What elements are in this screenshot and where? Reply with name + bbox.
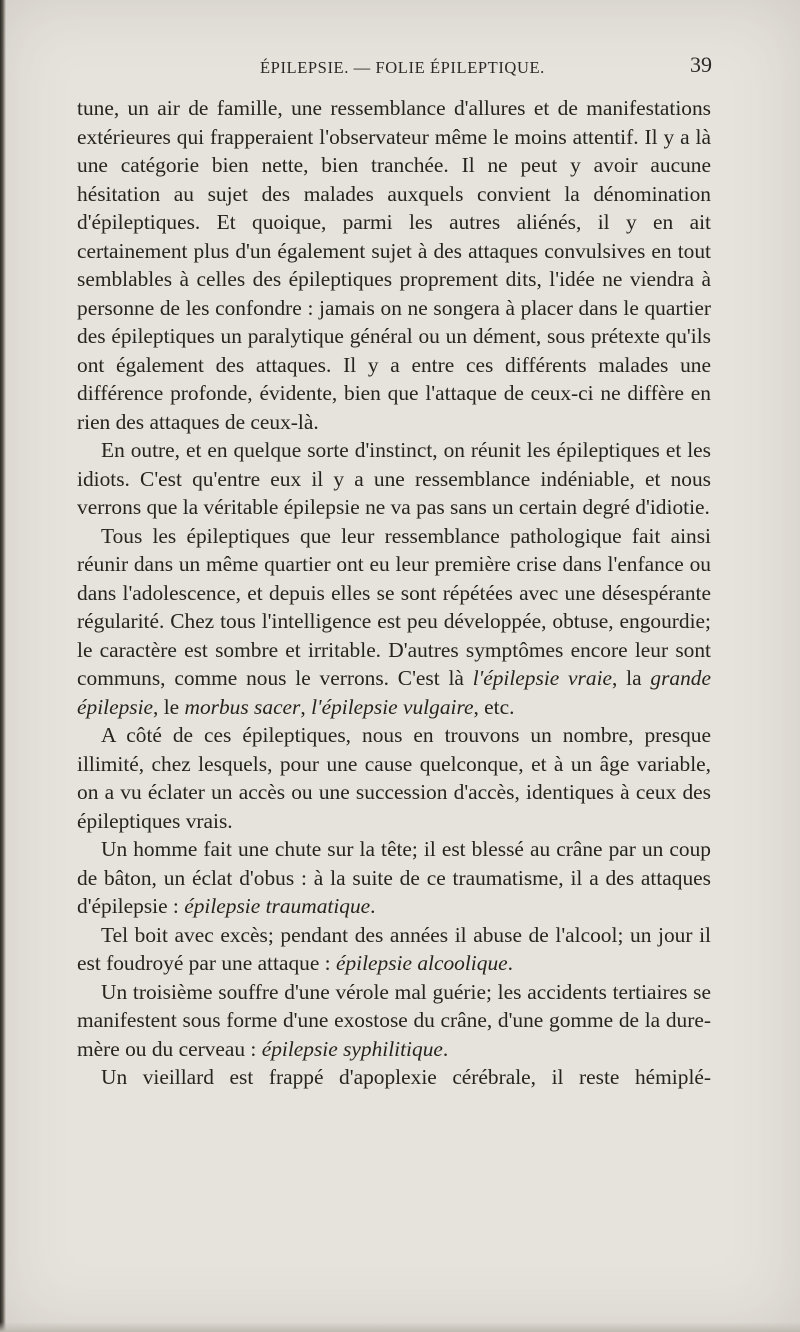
body-text — [77, 94, 711, 1092]
text-run: , etc. — [473, 694, 515, 719]
paragraph — [77, 436, 711, 522]
text-run: Tel boit avec excès; pendant des années il abuse de l'alcool; un jour il est foudroyé par une attaque : — [77, 922, 711, 975]
running-head — [0, 52, 800, 82]
paragraph — [77, 94, 711, 436]
text-run: Tous les épileptiques que leur ressemblance pathologique fait ainsi réunir dans un même quartier ont eu leur première crise dans l'enfance ou dans l'adolescence, et depuis elles se sont répétées avec une désespérante régularité. Chez tous l'intelligence est peu développée, obtuse, engourdie; le caractère est sombre et irritable. D'autres symptômes encore leur sont communs, comme nous le verrons. C'est là — [77, 523, 711, 690]
running-head-title: ÉPILEPSIE. — FOLIE ÉPILEPTIQUE. — [260, 58, 545, 77]
text-run: tune, un air de famille, une ressemblance d'allures et de manifestations extérieures qui frapperaient l'observateur même le moins attentif. Il y a là une catégorie bien nette, bien tranchée. Il ne peut y avoir aucune hésitation au sujet des malades auxquels convient la dénomination d'épileptiques. Et quoique, parmi les autres aliénés, il y en ait certainement plus d'un également sujet à des attaques convulsives en tout semblables à celles des épileptiques proprement dits, l'idée ne viendra à personne de les confondre : jamais on ne songera à placer dans le quartier des épileptiques un paralytique général ou un dément, sous prétexte qu'ils ont également des attaques. Il y a entre ces différents malades une différence profonde, évidente, bien que l'attaque de ceux-ci ne diffère en rien des attaques de ceux-là. — [77, 96, 711, 434]
text-run: A côté de ces épileptiques, nous en trouvons un nombre, presque illimité, chez lesquels, pour une cause quelconque, et à un âge variable, on a vu éclater un accès ou une succession d'accès, identiques à ceux des épileptiques vrais. — [77, 723, 711, 833]
italic-term: épilepsie syphilitique — [261, 1036, 443, 1061]
text-run: En outre, et en quelque sorte d'instinct, on réunit les épileptiques et les idiots. C'est qu'entre eux il y a une ressemblance indéniable, et nous verrons que la véritable épilepsie ne va pas sans un certain degré d'idiotie. — [77, 438, 711, 519]
italic-term: l'épilepsie vraie — [472, 666, 613, 690]
text-run: . — [442, 1036, 449, 1061]
page-binding-edge — [0, 0, 6, 1332]
text-run: Un vieillard est frappé d'apoplexie cérébrale, il reste hémiplé- — [101, 1065, 711, 1089]
paragraph — [77, 522, 711, 722]
text-run: Un troisième souffre d'une vérole mal guérie; les accidents tertiaires se manifestent sous forme d'une exostose du crâne, d'une gomme de la dure-mère ou du cerveau : — [77, 979, 711, 1061]
paragraph — [77, 721, 711, 835]
paragraph — [77, 1063, 711, 1092]
italic-term: grande épilepsie — [77, 666, 711, 719]
text-run: , le — [153, 694, 185, 719]
text-run: . — [370, 894, 376, 918]
italic-term: épilepsie traumatique — [184, 894, 371, 918]
page-number: 39 — [690, 52, 712, 77]
paragraph — [77, 835, 711, 921]
italic-term: épilepsie alcoolique — [335, 951, 508, 975]
text-run: , — [300, 694, 312, 719]
text-run: Un homme fait une chute sur la tête; il est blessé au crâne par un coup de bâton, un éclat d'obus : à la suite de ce traumatisme, il a des attaques d'épilepsie : — [77, 837, 711, 918]
page-bottom-edge — [0, 1322, 800, 1332]
text-run: , la — [612, 666, 651, 690]
italic-term: l'épilepsie vulgaire — [311, 694, 474, 719]
text-run: . — [507, 951, 513, 975]
italic-term: morbus sacer — [184, 694, 301, 719]
paragraph — [77, 978, 711, 1064]
paragraph — [77, 921, 711, 978]
